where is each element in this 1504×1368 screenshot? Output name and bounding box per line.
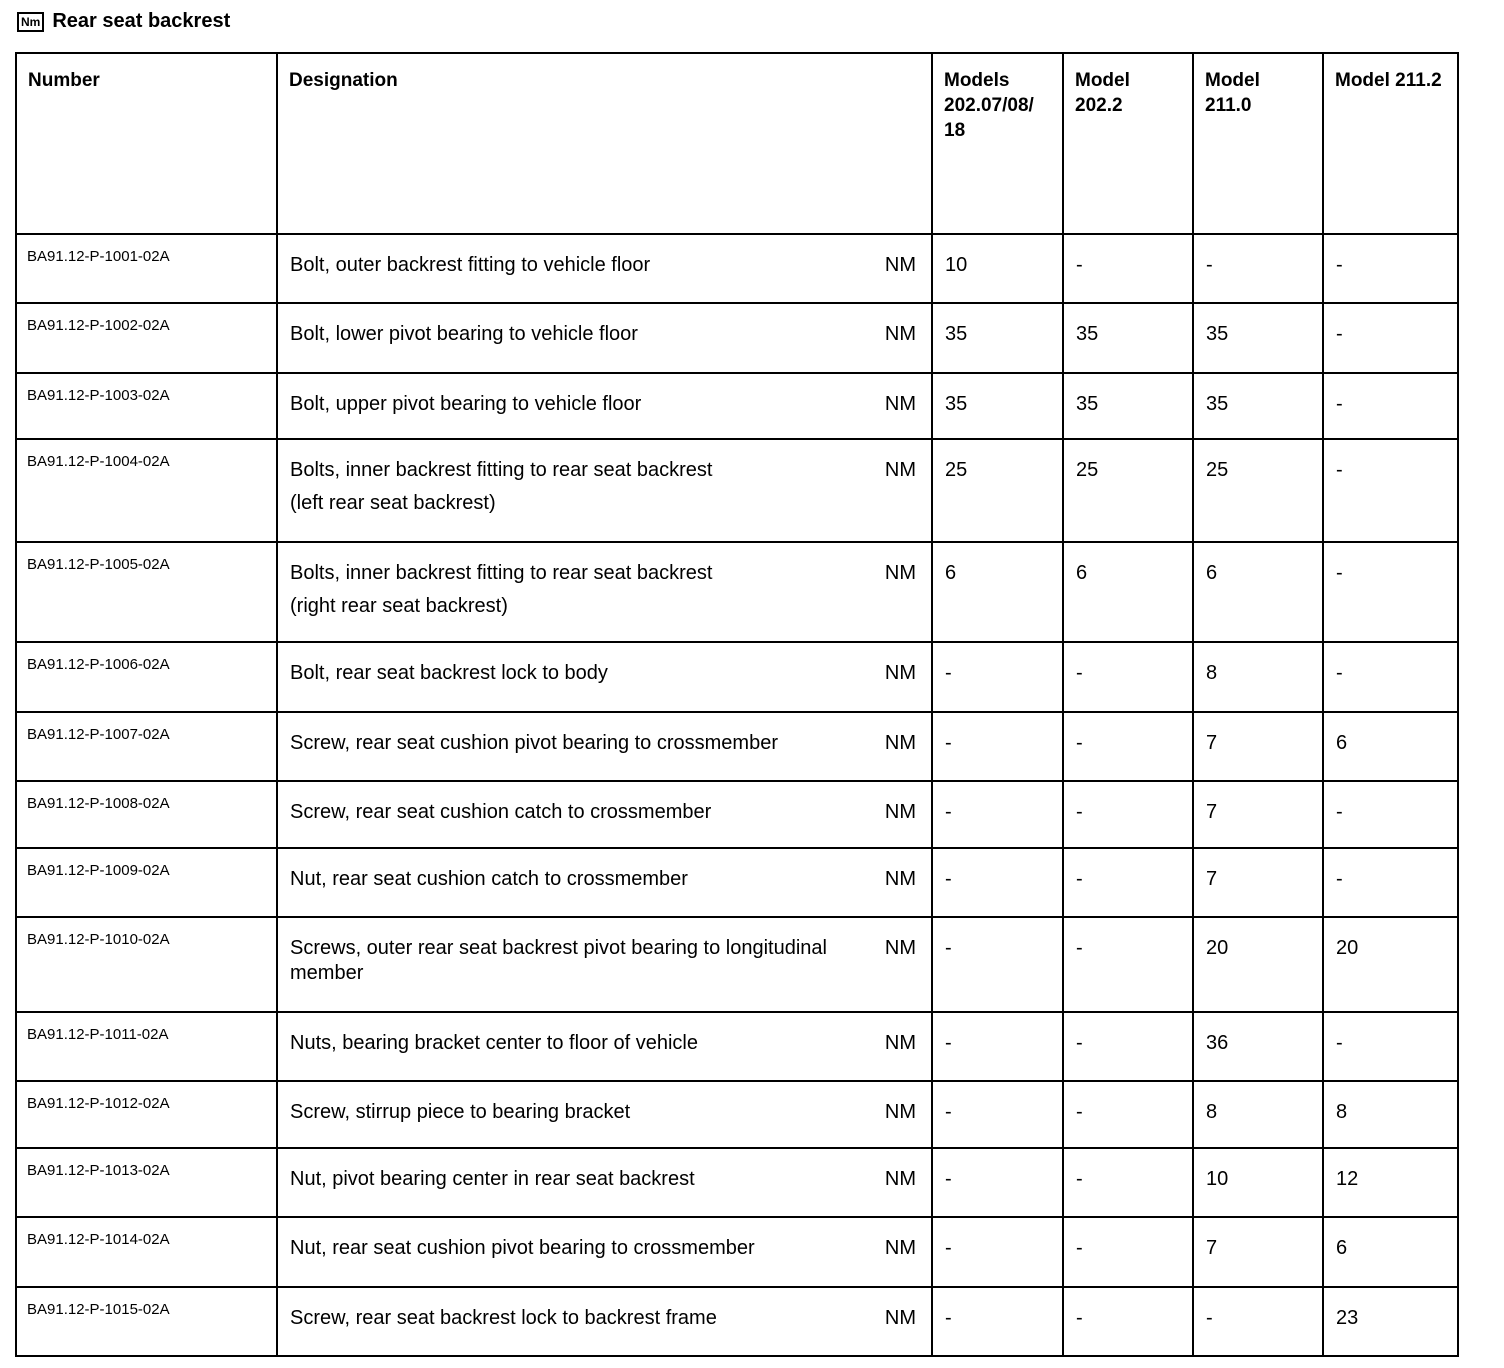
header-model-211-0: Model 211.0 xyxy=(1193,53,1323,234)
designation-note: (right rear seat backrest) xyxy=(290,595,508,617)
designation: Screw, rear seat cushion catch to crossmember xyxy=(290,801,712,823)
unit: NM xyxy=(884,1168,916,1190)
torque-nm-icon: Nm xyxy=(17,12,44,32)
torque-value: 12 xyxy=(1323,1148,1458,1217)
designation-cell xyxy=(277,1012,932,1081)
table-row xyxy=(16,373,1458,439)
torque-value: 36 xyxy=(1193,1012,1323,1081)
torque-value: 35 xyxy=(1193,303,1323,373)
torque-value: 20 xyxy=(1193,917,1323,1012)
header-model-202-07: Models 202.07/08/ 18 xyxy=(932,53,1063,234)
torque-value: 6 xyxy=(1193,542,1323,642)
part-number: BA91.12-P-1005-02A xyxy=(16,542,277,642)
table-row xyxy=(16,1148,1458,1217)
designation: Bolt, outer backrest fitting to vehicle floor xyxy=(290,254,651,276)
torque-value: 20 xyxy=(1323,917,1458,1012)
torque-value: - xyxy=(932,917,1063,1012)
torque-value: 6 xyxy=(1323,712,1458,781)
torque-value: - xyxy=(932,642,1063,712)
table-row xyxy=(16,1217,1458,1287)
designation: Bolts, inner backrest fitting to rear seat backrest xyxy=(290,562,713,584)
part-number: BA91.12-P-1015-02A xyxy=(16,1287,277,1356)
designation: Nut, rear seat cushion catch to crossmember xyxy=(290,868,688,890)
section-title xyxy=(17,10,230,33)
table-row xyxy=(16,439,1458,542)
torque-value: - xyxy=(1063,781,1193,848)
torque-value: - xyxy=(1063,848,1193,917)
torque-table xyxy=(15,52,1459,1357)
unit: NM xyxy=(884,662,916,684)
unit: NM xyxy=(884,323,916,345)
unit: NM xyxy=(884,393,916,415)
unit: NM xyxy=(884,868,916,890)
part-number: BA91.12-P-1006-02A xyxy=(16,642,277,712)
designation-cell xyxy=(277,848,932,917)
designation: Nut, rear seat cushion pivot bearing to crossmember xyxy=(290,1237,755,1259)
torque-value: - xyxy=(932,1012,1063,1081)
part-number: BA91.12-P-1003-02A xyxy=(16,373,277,439)
torque-value: 35 xyxy=(932,373,1063,439)
part-number: BA91.12-P-1014-02A xyxy=(16,1217,277,1287)
torque-value: - xyxy=(1063,1217,1193,1287)
designation: Screw, rear seat backrest lock to backrest frame xyxy=(290,1307,717,1329)
torque-value: - xyxy=(1063,1287,1193,1356)
torque-value: 35 xyxy=(1063,303,1193,373)
part-number: BA91.12-P-1013-02A xyxy=(16,1148,277,1217)
designation-cell xyxy=(277,439,932,542)
designation-cell xyxy=(277,781,932,848)
part-number: BA91.12-P-1001-02A xyxy=(16,234,277,303)
torque-value: 6 xyxy=(932,542,1063,642)
torque-value: 23 xyxy=(1323,1287,1458,1356)
designation: Screws, outer rear seat backrest pivot bearing to longitudinal member xyxy=(290,937,827,984)
table-row xyxy=(16,1012,1458,1081)
torque-value: - xyxy=(1193,1287,1323,1356)
unit: NM xyxy=(884,801,916,823)
torque-value: - xyxy=(1323,373,1458,439)
header-number: Number xyxy=(16,53,277,234)
torque-value: - xyxy=(1063,712,1193,781)
designation-cell xyxy=(277,373,932,439)
part-number: BA91.12-P-1007-02A xyxy=(16,712,277,781)
designation-cell xyxy=(277,234,932,303)
torque-value: 6 xyxy=(1063,542,1193,642)
designation: Screw, stirrup piece to bearing bracket xyxy=(290,1101,631,1123)
designation-note: (left rear seat backrest) xyxy=(290,492,496,514)
torque-value: - xyxy=(1063,234,1193,303)
table-row xyxy=(16,848,1458,917)
torque-value: 6 xyxy=(1323,1217,1458,1287)
part-number: BA91.12-P-1010-02A xyxy=(16,917,277,1012)
header-designation: Designation xyxy=(277,53,932,234)
designation-cell xyxy=(277,542,932,642)
torque-value: - xyxy=(932,1287,1063,1356)
unit: NM xyxy=(884,1032,916,1054)
header-model-211-2: Model 211.2 xyxy=(1323,53,1458,234)
designation: Bolts, inner backrest fitting to rear seat backrest xyxy=(290,459,713,481)
designation: Bolt, upper pivot bearing to vehicle floor xyxy=(290,393,642,415)
table-row xyxy=(16,917,1458,1012)
designation: Nuts, bearing bracket center to floor of vehicle xyxy=(290,1032,698,1054)
designation: Nut, pivot bearing center in rear seat backrest xyxy=(290,1168,695,1190)
designation-cell xyxy=(277,1081,932,1148)
designation-cell xyxy=(277,1217,932,1287)
table-row xyxy=(16,1287,1458,1356)
designation-cell xyxy=(277,303,932,373)
torque-value: - xyxy=(932,1217,1063,1287)
designation-cell xyxy=(277,917,932,1012)
designation-cell xyxy=(277,1148,932,1217)
torque-value: - xyxy=(932,712,1063,781)
part-number: BA91.12-P-1011-02A xyxy=(16,1012,277,1081)
designation-cell xyxy=(277,642,932,712)
part-number: BA91.12-P-1002-02A xyxy=(16,303,277,373)
part-number: BA91.12-P-1012-02A xyxy=(16,1081,277,1148)
table-row xyxy=(16,1081,1458,1148)
torque-value: - xyxy=(1063,917,1193,1012)
torque-value: 7 xyxy=(1193,712,1323,781)
torque-value: - xyxy=(1063,1148,1193,1217)
torque-value: 7 xyxy=(1193,781,1323,848)
table-row xyxy=(16,542,1458,642)
torque-value: - xyxy=(1323,234,1458,303)
torque-value: 25 xyxy=(932,439,1063,542)
designation: Screw, rear seat cushion pivot bearing to crossmember xyxy=(290,732,778,754)
unit: NM xyxy=(884,732,916,754)
table-row xyxy=(16,234,1458,303)
part-number: BA91.12-P-1004-02A xyxy=(16,439,277,542)
torque-value: - xyxy=(1323,781,1458,848)
table-row xyxy=(16,642,1458,712)
unit: NM xyxy=(884,1101,916,1123)
torque-value: 8 xyxy=(1193,642,1323,712)
torque-value: - xyxy=(932,1081,1063,1148)
torque-value: - xyxy=(932,781,1063,848)
table-row xyxy=(16,712,1458,781)
table-header-row xyxy=(16,53,1458,234)
torque-value: - xyxy=(932,848,1063,917)
torque-value: - xyxy=(1323,542,1458,642)
torque-value: - xyxy=(1323,642,1458,712)
designation-cell xyxy=(277,1287,932,1356)
torque-value: - xyxy=(1323,303,1458,373)
torque-value: - xyxy=(1323,1012,1458,1081)
unit: NM xyxy=(884,1307,916,1329)
torque-value: 10 xyxy=(1193,1148,1323,1217)
torque-value: - xyxy=(1063,1012,1193,1081)
torque-value: 10 xyxy=(932,234,1063,303)
table-row xyxy=(16,781,1458,848)
torque-value: 7 xyxy=(1193,1217,1323,1287)
torque-value: - xyxy=(1063,1081,1193,1148)
section-title-text: Rear seat backrest xyxy=(52,10,231,32)
header-model-202-2: Model 202.2 xyxy=(1063,53,1193,234)
torque-value: 35 xyxy=(1063,373,1193,439)
torque-value: - xyxy=(1193,234,1323,303)
unit: NM xyxy=(884,562,916,584)
torque-value: 8 xyxy=(1323,1081,1458,1148)
designation: Bolt, rear seat backrest lock to body xyxy=(290,662,608,684)
torque-value: - xyxy=(1323,439,1458,542)
part-number: BA91.12-P-1008-02A xyxy=(16,781,277,848)
torque-value: 25 xyxy=(1063,439,1193,542)
unit: NM xyxy=(884,459,916,481)
torque-value: 35 xyxy=(932,303,1063,373)
torque-value: 7 xyxy=(1193,848,1323,917)
torque-value: - xyxy=(1323,848,1458,917)
table-row xyxy=(16,303,1458,373)
torque-value: 25 xyxy=(1193,439,1323,542)
torque-value: - xyxy=(932,1148,1063,1217)
torque-value: 35 xyxy=(1193,373,1323,439)
unit: NM xyxy=(884,254,916,276)
torque-value: - xyxy=(1063,642,1193,712)
unit: NM xyxy=(884,937,916,959)
unit: NM xyxy=(884,1237,916,1259)
designation: Bolt, lower pivot bearing to vehicle floor xyxy=(290,323,638,345)
part-number: BA91.12-P-1009-02A xyxy=(16,848,277,917)
torque-value: 8 xyxy=(1193,1081,1323,1148)
designation-cell xyxy=(277,712,932,781)
